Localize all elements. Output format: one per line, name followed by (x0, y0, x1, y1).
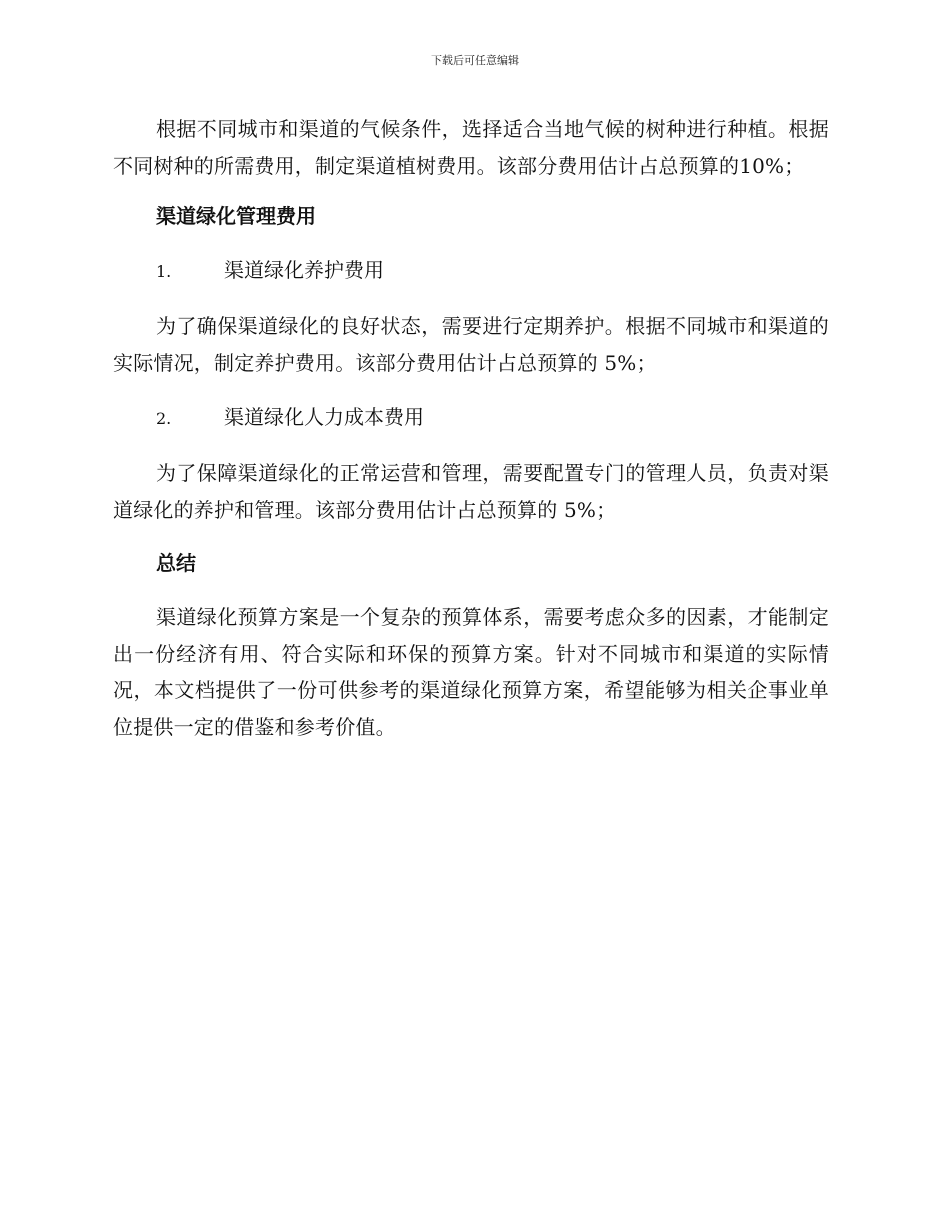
list-item-number: 1. (156, 262, 172, 281)
list-item-number: 2. (156, 409, 172, 428)
list-item-title: 渠道绿化养护费用 (224, 258, 384, 282)
maintenance-paragraph: 为了确保渠道绿化的良好状态，需要进行定期养护。根据不同城市和渠道的实际情况，制定养护费用。该部分费用估计占总预算的 5%； (113, 314, 829, 375)
list-item (113, 252, 829, 290)
labor-cost-paragraph: 为了保障渠道绿化的正常运营和管理，需要配置专门的管理人员，负责对渠道绿化的养护和管理。该部分费用估计占总预算的 5%； (113, 461, 829, 522)
list-item-title: 渠道绿化人力成本费用 (224, 405, 424, 429)
list-item (113, 399, 829, 437)
document-body (113, 111, 829, 745)
summary-paragraph: 渠道绿化预算方案是一个复杂的预算体系，需要考虑众多的因素，才能制定出一份经济有用、符合实际和环保的预算方案。针对不同城市和渠道的实际情况，本文档提供了一份可供参考的渠道绿化预算方案，希望能够为相关企事业单位提供一定的借鉴和参考价值。 (113, 605, 829, 739)
page-header: 下载后可任意编辑 (431, 54, 519, 67)
section-heading: 渠道绿化管理费用 (156, 204, 316, 228)
intro-paragraph: 根据不同城市和渠道的气候条件，选择适合当地气候的树种进行种植。根据不同树种的所需费用，制定渠道植树费用。该部分费用估计占总预算的10%； (113, 117, 829, 178)
summary-heading: 总结 (156, 551, 196, 575)
